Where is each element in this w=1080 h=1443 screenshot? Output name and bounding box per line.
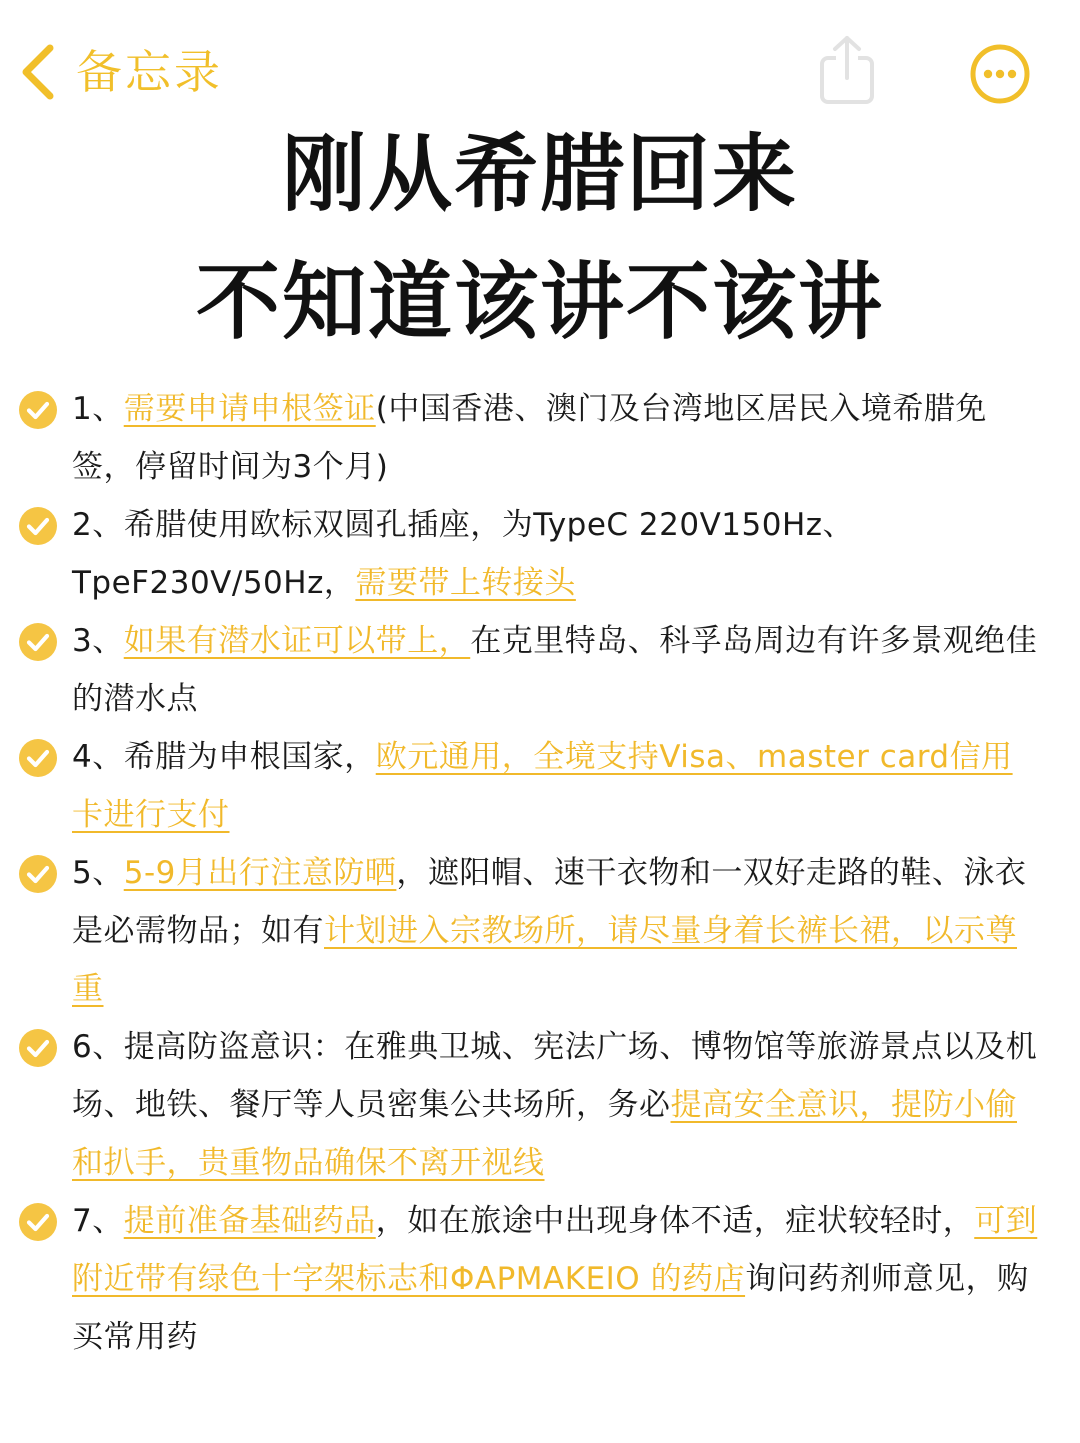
check-circle-icon (19, 739, 57, 777)
tip-item (0, 728, 1080, 844)
tip-text-segment: ，如在旅途中出现身体不适，症状较轻时， (375, 1203, 975, 1239)
highlighted-text: 计划进入宗教场所，请尽量身着长裤长裙，以示尊重 (72, 913, 1017, 1007)
chevron-left-icon (18, 44, 58, 100)
tip-text (72, 380, 1040, 496)
back-button[interactable] (18, 40, 223, 104)
highlighted-text: 5-9月出行注意防晒 (123, 855, 397, 891)
tips-list (0, 380, 1080, 1366)
check-circle-icon (19, 623, 57, 661)
tip-text-segment: 在克里特岛、科孚岛周边有许多景观绝佳的潜水点 (72, 623, 1038, 717)
tip-text-segment: 2、希腊使用欧标双圆孔插座，为TypeC 220V150Hz、TpeF230V/50Hz， (72, 507, 855, 601)
highlighted-text: 可到附近带有绿色十字架标志和ΦAPMAKEIO 的药店 (72, 1203, 1038, 1297)
highlighted-text: 欧元通用，全境支持Visa、master card信用卡进行支付 (72, 739, 1013, 833)
more-options-icon (968, 42, 1032, 106)
tip-text (72, 728, 1040, 844)
note-title (0, 110, 1080, 366)
title-line-2: 不知道该讲不该讲 (195, 253, 884, 351)
check-circle-icon (19, 507, 57, 545)
check-circle-icon (19, 1203, 57, 1241)
tip-text-segment: 7、 (72, 1203, 124, 1239)
highlighted-text: 需要申请申根签证 (123, 391, 376, 427)
share-icon (818, 34, 876, 106)
tip-text-segment: (中国香港、澳门及台湾地区居民入境希腊免签，停留时间为3个月) (72, 391, 987, 485)
check-circle-icon (19, 1029, 57, 1067)
tip-text-segment: 5、 (72, 855, 124, 891)
tip-text-segment: 4、希腊为申根国家， (72, 739, 376, 775)
check-circle-icon (19, 391, 57, 429)
tip-text-segment: ，遮阳帽、速干衣物和一双好走路的鞋、泳衣是必需物品；如有 (72, 855, 1027, 949)
tip-text-segment: 6、提高防盗意识：在雅典卫城、宪法广场、博物馆等旅游景点以及机场、地铁、餐厅等人员密集公共场所，务必 (72, 1029, 1038, 1123)
tip-item (0, 1018, 1080, 1192)
title-line-1: 刚从希腊回来 (281, 125, 798, 223)
highlighted-text: 提前准备基础药品 (123, 1203, 376, 1239)
tip-item (0, 1192, 1080, 1366)
tip-text-segment: 询问药剂师意见，购买常用药 (72, 1261, 1029, 1355)
highlighted-text: 提高安全意识，提防小偷和扒手，贵重物品确保不离开视线 (72, 1087, 1017, 1181)
highlighted-text: 如果有潜水证可以带上， (123, 623, 471, 659)
tip-text (72, 844, 1040, 1018)
back-label: 备忘录 (76, 45, 223, 99)
highlighted-text: 需要带上转接头 (355, 565, 576, 601)
tip-item (0, 496, 1080, 612)
tip-item (0, 612, 1080, 728)
more-options-button[interactable] (968, 42, 1032, 106)
tip-text-segment: 1、 (72, 391, 124, 427)
share-button[interactable] (818, 34, 876, 106)
tip-item (0, 844, 1080, 1018)
tip-text-segment: 3、 (72, 623, 124, 659)
tip-text (72, 612, 1040, 728)
check-circle-icon (19, 855, 57, 893)
tip-text (72, 1192, 1040, 1366)
tip-text (72, 1018, 1040, 1192)
tip-text (72, 496, 1040, 612)
navigation-bar (0, 0, 1080, 120)
tip-item (0, 380, 1080, 496)
